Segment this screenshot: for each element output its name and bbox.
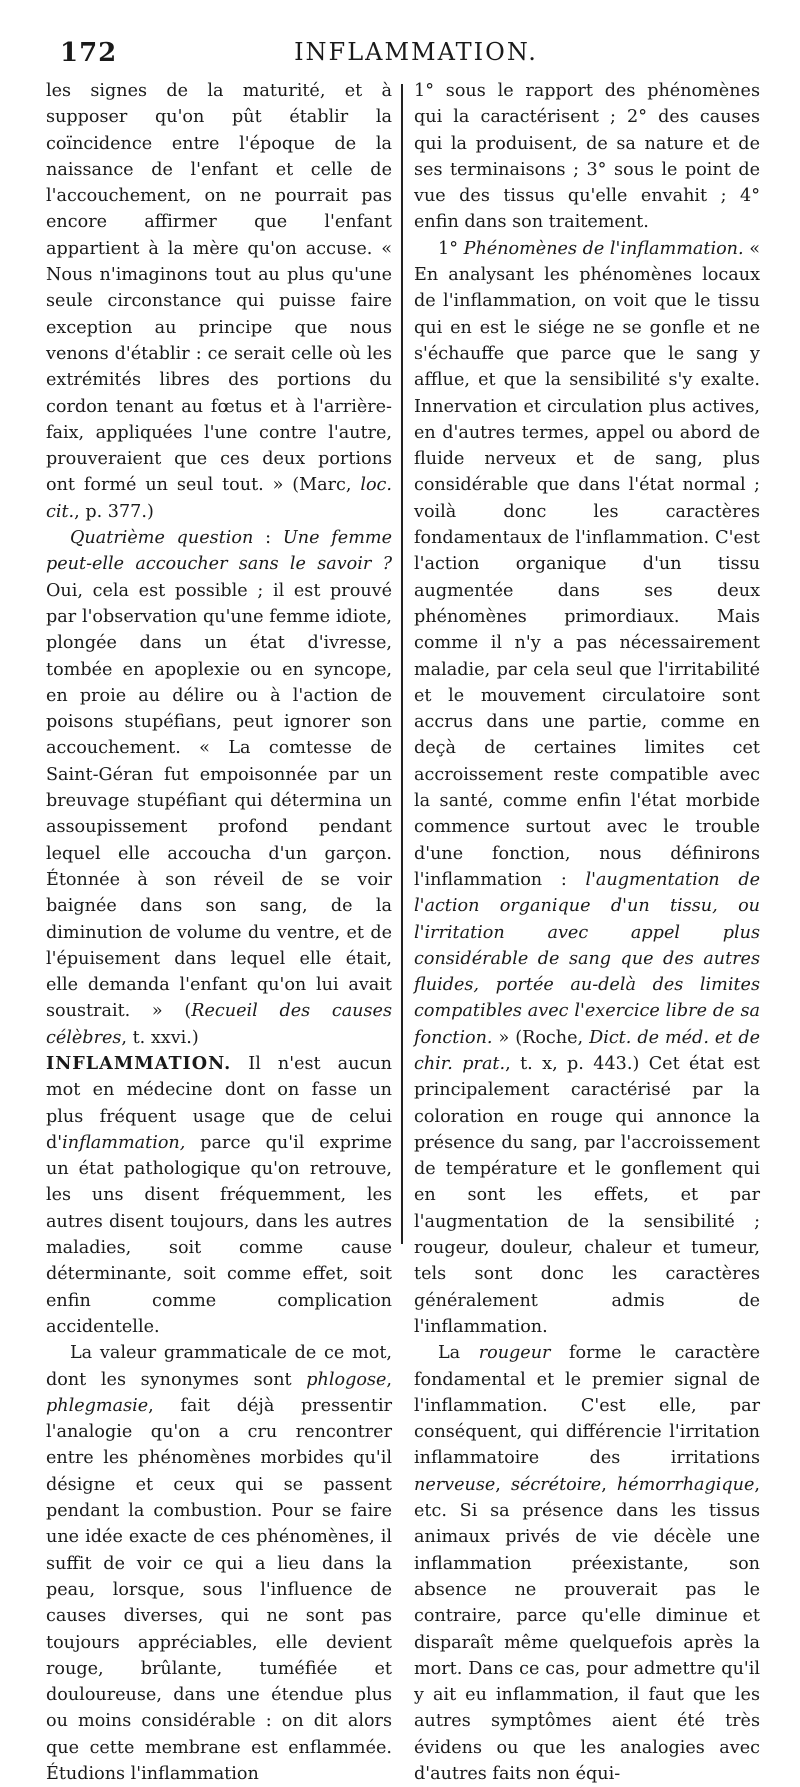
citation-page: , t. xxvi.): [121, 1027, 199, 1048]
paragraph-text: 1° sous le rapport des phénomènes qui la caractérisent ; 2° des causes qui la produisent, de sa nature et de ses terminaisons ; 3° sous le point de vue des tissus qu'elle envahit ; 4° enfin dans son traitement.: [414, 81, 760, 233]
citation-title: Recueil des causes célèbres: [46, 1001, 392, 1048]
term: rougeur: [478, 1343, 551, 1364]
paragraph-text: les signes de la maturité, et à supposer qu'on pût établir la coïncidence entre l'époque de la naissance de l'enfant et celle de l'accouchement, on ne pourrait pas encore affirmer que l'enfant appartient à la mère qu'on accuse. « Nous n'imaginons tout au plus qu'une seule circonstance qui puisse faire exception au principe que nous venons d'établir : ce serait celle où les extrémités libres des portions du cordon tenant au fœtus et à l'arrière-faix, appliquées l'une contre l'autre, prouveraient que ces deux portions ont formé un seul tout. » (Marc,: [46, 81, 392, 496]
right-paragraph-2: [414, 236, 760, 1340]
running-head: INFLAMMATION.: [294, 38, 538, 66]
right-paragraph-3: [414, 1340, 760, 1787]
paragraph-text: La valeur grammaticale de ce mot, dont les synonymes sont: [46, 1343, 392, 1390]
section-number: 1°: [438, 238, 464, 259]
paragraph-text: , t. x, p. 443.) Cet état est principalement caractérisé par la coloration en rouge qui annonce la présence du sang, par l'accroissement de température et le gonflement qui en sont les effets, et par l'augmentation de la sensibilité ; rougeur, douleur, chaleur et tumeur, tels sont donc les caractères généralement admis de l'inflammation.: [414, 1053, 760, 1337]
left-paragraph-3: [46, 1051, 392, 1340]
term: inflammation,: [62, 1132, 186, 1153]
paragraph-text: Il n'est aucun mot en médecine dont on fasse un plus fréquent usage que de celui d': [46, 1053, 392, 1153]
right-column: [414, 78, 760, 1787]
paragraph-text: , etc. Si sa présence dans les tissus animaux privés de vie décèle une inflammation préexistante, son absence ne prouverait pas le contraire, parce qu'elle diminue et disparaît même quelquefois après la mort. Dans ce cas, pour admettre qu'il y ait eu inflammation, il faut que les autres symptômes aient été très évidens ou que les analogies avec d'autres faits non équi-: [414, 1474, 761, 1784]
paragraph-text: forme le caractère fondamental et le premier signal de l'inflammation. C'est elle, par conséquent, qui différencie l'irritation inflammatoire des irritations: [414, 1343, 761, 1469]
definition: l'augmentation de l'action organique d'un tissu, ou l'irritation avec appel plus considérable de sang que des autres fluides, portée au-delà des limites compatibles avec l'exercice libre de sa fonction.: [414, 869, 761, 1048]
citation-page: , p. 377.): [74, 501, 154, 522]
column-rule: [401, 84, 403, 1244]
paragraph-text: » (Roche,: [492, 1027, 590, 1048]
left-paragraph-1: [46, 78, 392, 525]
paragraph-text: parce qu'il exprime un état pathologique qu'on retrouve, les uns disent fréquemment, les autres disent toujours, dans les autres maladies, soit comme cause déterminante, soit comme effet, soit enfin comme complication accidentelle.: [46, 1132, 392, 1337]
page-header: [60, 38, 772, 78]
left-paragraph-2: [46, 525, 392, 1051]
citation-title: Dict. de méd. et de chir. prat.: [414, 1027, 761, 1074]
separator: ,: [386, 1369, 392, 1390]
term: nerveuse: [414, 1474, 496, 1495]
left-column: [46, 78, 392, 1787]
separator: :: [253, 528, 283, 549]
right-paragraph-1: [414, 78, 760, 236]
term: sécrétoire: [510, 1474, 602, 1495]
separator: ,: [495, 1474, 511, 1495]
citation-title: loc. cit.: [46, 475, 392, 522]
paragraph-text: Oui, cela est possible ; il est prouvé par l'observation qu'une femme idiote, plongée dans un état d'ivresse, tombée en apoplexie ou en syncope, en proie au délire ou à l'action de poisons stupéfians, peut ignorer son accouchement. « La comtesse de Saint-Géran fut empoisonnée par un breuvage stupéfiant qui détermina un assoupissement profond pendant lequel elle accoucha d'un garçon. Étonnée à son réveil de se voir baignée dans son sang, de la diminution de volume du ventre, et de l'épuisement dans lequel elle était, elle demanda l'enfant qu'on lui avait soustrait. » (: [46, 580, 392, 1022]
section-heading: Phénomènes de l'inflammation.: [463, 238, 744, 259]
paragraph-text: , fait déjà pressentir l'analogie qu'on a cru rencontrer entre les phénomènes morbides qu'il désigne et ceux qui se passent pendant la combustion. Pour se faire une idée exacte de ces phénomènes, il suffit de voir ce qui a lieu dans la peau, lorsque, sous l'influence de causes diverses, qui ne sont pas toujours appréciables, elle devient rouge, brûlante, tuméfiée et douloureuse, dans une étendue plus ou moins considérable : on dit alors que cette membrane est enflammée. Étudions l'inflammation: [46, 1395, 392, 1784]
question-label: Quatrième question: [70, 528, 254, 549]
paragraph-text: La: [438, 1343, 479, 1364]
left-paragraph-4: [46, 1340, 392, 1787]
page-number: 172: [60, 38, 118, 68]
entry-headword: INFLAMMATION.: [46, 1052, 232, 1074]
synonym: phlegmasie: [46, 1395, 149, 1416]
paragraph-text: « En analysant les phénomènes locaux de l'inflammation, on voit que le tissu qui en est le siége ne se gonfle et ne s'échauffe que parce que le sang y afflue, et que la sensibilité s'y exalte. Innervation et circulation plus actives, en d'autres termes, appel ou abord de fluide nerveux et de sang, plus considérable que dans l'état normal ; voilà donc les caractères fondamentaux de l'inflammation. C'est l'action organique d'un tissu augmentée dans ses deux phénomènes primordiaux. Mais comme il n'y a pas nécessairement maladie, par cela seul que l'irritabilité et le mouvement circulatoire sont accrus dans une partie, comme en deçà de certaines limites cet accroissement reste compatible avec la santé, comme enfin l'état morbide commence surtout avec le trouble d'une fonction, nous définirons l'inflammation :: [414, 238, 760, 890]
synonym: phlogose: [306, 1369, 387, 1390]
separator: ,: [601, 1474, 617, 1495]
term: hémorrhagique: [616, 1474, 755, 1495]
question-text: Une femme peut-elle accoucher sans le savoir ?: [46, 528, 392, 575]
